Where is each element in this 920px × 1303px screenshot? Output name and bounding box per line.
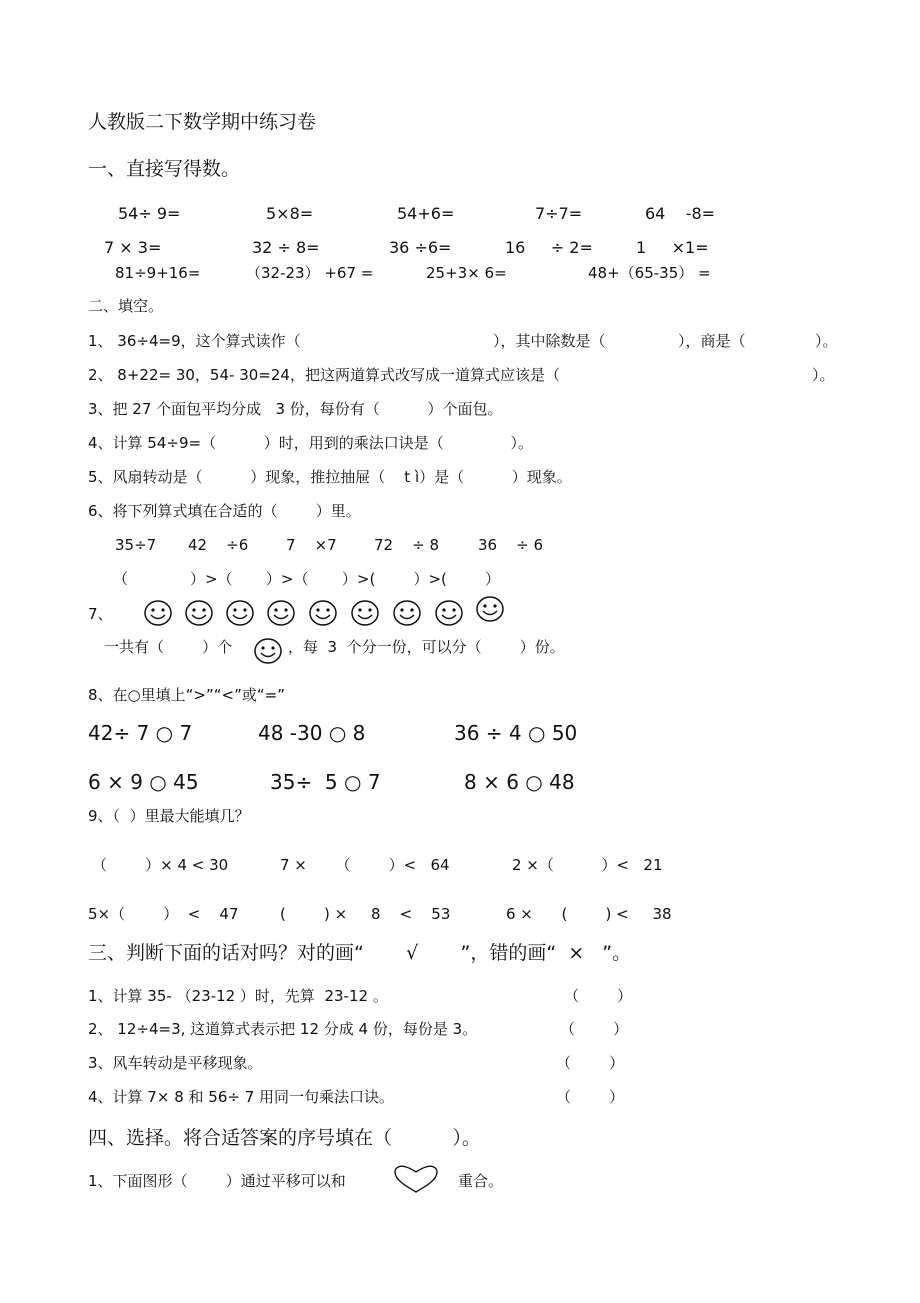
section-4-heading: 四、选择。将合适答案的序号填在（ ）。	[88, 1127, 481, 1149]
calc-1-1: 54÷ 9=	[118, 204, 181, 223]
judge-4-blank: （ ）	[556, 1088, 625, 1106]
q2-1-part-a: 1、 36÷4=9，这个算式读作（	[88, 332, 301, 350]
smiley-icon	[253, 637, 283, 665]
compare-2-3: 8 × 6 ○ 48	[464, 770, 575, 794]
smiley-icon	[475, 595, 505, 623]
calc-2-2: 32 ÷ 8=	[252, 238, 320, 257]
fill-2-3: 6 × ( ) < 38	[506, 905, 672, 923]
page-title: 人教版二下数学期中练习卷	[88, 111, 317, 133]
q2-5: 5、风扇转动是（ ）现象，推拉抽屉（ t ì）是（ ）现象。	[88, 468, 572, 486]
smiley-icon	[266, 599, 296, 627]
fill-1-2: 7 × （ ）< 64	[280, 856, 450, 874]
compare-2-2: 35÷ 5 ○ 7	[270, 770, 381, 794]
q2-2-part-a: 2、 8+22= 30，54- 30=24，把这两道算式改写成一道算式应该是（	[88, 366, 560, 384]
choice-1-text-a: 1、下面图形（ ）通过平移可以和	[88, 1172, 346, 1190]
section-1-heading: 一、直接写得数。	[88, 158, 241, 180]
smiley-icon	[143, 599, 173, 627]
fill-2-2: ( ) × 8 < 53	[280, 905, 451, 923]
calc-1-2: 5×8=	[266, 204, 314, 223]
q2-6-expr-2: 42 ÷6	[188, 536, 249, 554]
calc-3-2: （32-23） +67 =	[246, 264, 374, 282]
smiley-icon	[184, 599, 214, 627]
calc-2-3: 36 ÷6=	[389, 238, 452, 257]
calc-2-5: 1 ×1=	[636, 238, 709, 257]
q2-7-label: 7、	[88, 605, 113, 623]
q2-3: 3、把 27 个面包平均分成 3 份，每份有（ ）个面包。	[88, 400, 503, 418]
q2-1-part-c: ），商是（	[678, 332, 746, 350]
calc-2-4: 16 ÷ 2=	[505, 238, 593, 257]
section-3-heading: 三、判断下面的话对吗？对的画“ √ ”，错的画“ × ”。	[88, 942, 632, 964]
q2-7-text-a: 一共有（ ）个	[104, 638, 233, 656]
compare-1-2: 48 -30 ○ 8	[258, 721, 366, 745]
q2-7-text-b: ，每 3 个分一份，可以分（ ）份。	[288, 638, 565, 656]
smiley-icon	[350, 599, 380, 627]
smiley-icon	[392, 599, 422, 627]
q2-1-part-b: ），其中除数是（	[493, 332, 606, 350]
fill-2-1: 5×（ ） < 47	[88, 905, 239, 923]
q2-6-expr-5: 36 ÷ 6	[478, 536, 544, 554]
choice-1-text-b: 重合。	[458, 1172, 504, 1190]
q2-2-part-b: ）。	[812, 366, 835, 384]
calc-1-4: 7÷7=	[535, 204, 583, 223]
q2-6-expr-1: 35÷7	[115, 536, 157, 554]
smiley-icon	[225, 599, 255, 627]
judge-3-blank: （ ）	[556, 1054, 625, 1072]
judge-1-blank: （ ）	[564, 987, 633, 1005]
compare-1-1: 42÷ 7 ○ 7	[88, 721, 193, 745]
calc-3-1: 81÷9+16=	[115, 264, 201, 282]
calc-3-3: 25+3× 6=	[426, 264, 507, 282]
compare-2-1: 6 × 9 ○ 45	[88, 770, 199, 794]
calc-1-5: 64 -8=	[645, 204, 716, 223]
judge-1: 1、计算 35- （23-12 ）时，先算 23-12 。	[88, 987, 388, 1005]
smiley-icon	[308, 599, 338, 627]
q2-6-expr-3: 7 ×7	[286, 536, 337, 554]
judge-3: 3、风车转动是平移现象。	[88, 1054, 263, 1072]
q2-6-expr-4: 72 ÷ 8	[374, 536, 440, 554]
section-2-heading: 二、填空。	[88, 297, 164, 315]
judge-2-blank: （ ）	[560, 1020, 629, 1038]
heart-icon	[392, 1164, 440, 1194]
calc-3-4: 48+（65-35） =	[588, 264, 711, 282]
q2-6: 6、将下列算式填在合适的（ ）里。	[88, 502, 361, 520]
compare-1-3: 36 ÷ 4 ○ 50	[454, 721, 578, 745]
calc-2-1: 7 × 3=	[104, 238, 162, 257]
q2-9: 9、（ ）里最大能填几？	[88, 807, 250, 825]
q2-1-part-d: ）。	[815, 332, 838, 350]
q2-4: 4、计算 54÷9=（ ）时，用到的乘法口诀是（ ）。	[88, 434, 534, 452]
q2-8: 8、在○里填上“>”“<”或“=”	[88, 686, 285, 704]
q2-6-order-blanks: （ ）>（ ）>（ ）>( ）>( ）	[113, 570, 501, 588]
calc-1-3: 54+6=	[397, 204, 455, 223]
judge-4: 4、计算 7× 8 和 56÷ 7 用同一句乘法口诀。	[88, 1088, 395, 1106]
smiley-icon	[434, 599, 464, 627]
judge-2: 2、 12÷4=3, 这道算式表示把 12 分成 4 份，每份是 3。	[88, 1020, 478, 1038]
fill-1-3: 2 ×（ ）< 21	[512, 856, 663, 874]
fill-1-1: （ ）× 4 < 30	[92, 856, 229, 874]
